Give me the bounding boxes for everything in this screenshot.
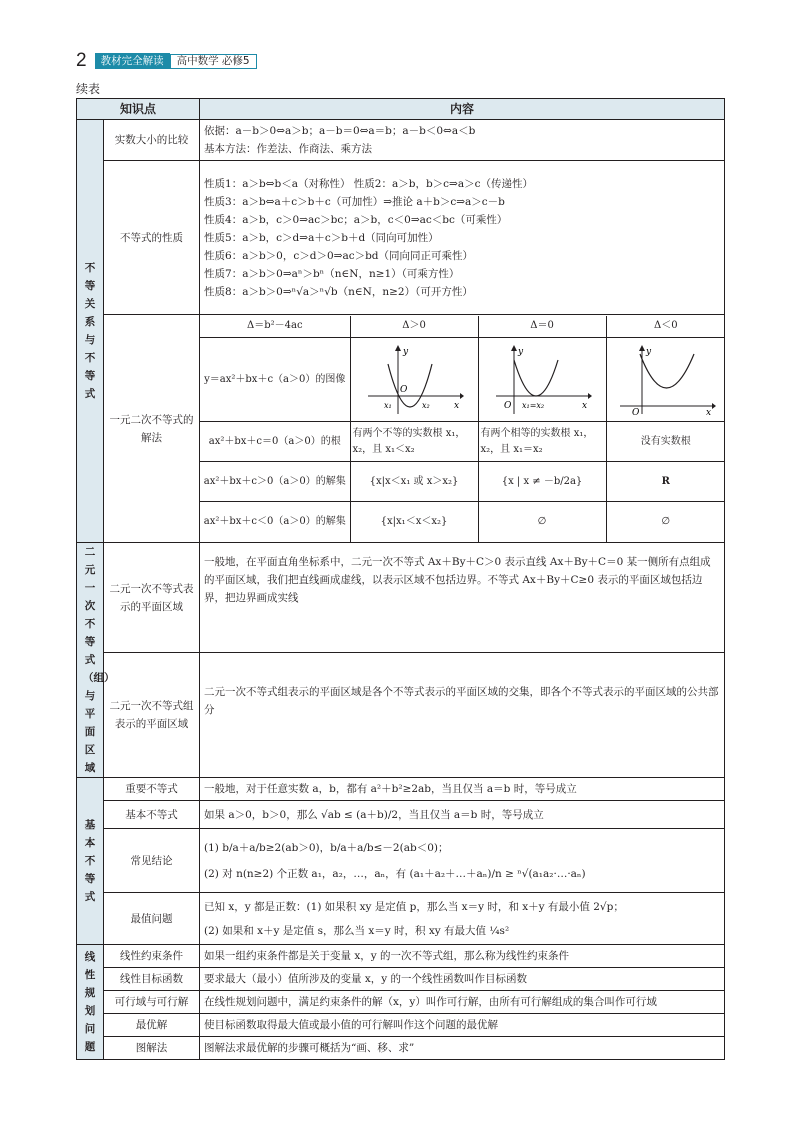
quad-lt-row-label: ax²＋bx＋c＜0（a＞0）的解集 <box>200 502 350 542</box>
gt-set-no-root: R <box>606 462 725 502</box>
origin-label: O <box>400 384 408 395</box>
quad-graph-row-label: y＝ax²＋bx＋c（a＞0）的图像 <box>200 338 350 422</box>
roots-two: 有两个不等的实数根 x₁，x₂，且 x₁＜x₂ <box>350 422 478 462</box>
label-real-compare: 实数大小的比较 <box>104 120 200 161</box>
parabola-curve <box>514 360 558 396</box>
axis-label-x: x <box>454 400 460 411</box>
y-axis-arrow <box>511 345 517 351</box>
x-axis-arrow <box>460 393 464 399</box>
book-tag: 高中数学 必修5 <box>170 54 257 69</box>
content-lp-row: 如果一组约束条件都是关于变量 x，y 的一次不等式组，那么称为线性约束条件 <box>200 945 725 968</box>
property-line: 性质3：a＞b⇔a＋c＞b＋c（可加性）⇒推论 a＋b＞c⇒a＞c－b <box>204 195 505 208</box>
section-title-inequality-relations: 不等关系与不等式 <box>77 120 104 543</box>
compare-line-2: 基本方法：作差法、作商法、乘方法 <box>204 143 373 155</box>
page-number: 2 <box>76 50 87 71</box>
series-tag: 教材完全解读 <box>95 53 170 69</box>
content-extreme-value <box>200 893 725 945</box>
root-label-x12: x₁=x₂ <box>522 400 545 410</box>
quadratic-table <box>200 316 725 542</box>
property-line: 性质6：a＞b＞0，c＞d＞0⇒ac＞bd（同向同正可乘性） <box>204 249 474 262</box>
lt-set-no-root: ∅ <box>606 502 725 542</box>
property-line: 性质1：a＞b⇔b＜a（对称性） 性质2：a＞b，b＞c⇒a＞c（传递性） <box>204 177 533 190</box>
root-label-x1: x₁ <box>384 400 392 410</box>
content-lp-row: 要求最大（最小）值所涉及的变量 x，y 的一个线性函数叫作目标函数 <box>200 968 725 991</box>
page-header <box>76 52 257 70</box>
x-axis-arrow <box>588 393 592 399</box>
summary-table <box>76 98 725 1060</box>
gt-set-double-root: {x | x ≠ －b/2a} <box>478 462 606 502</box>
label-properties: 不等式的性质 <box>104 161 200 315</box>
section-title-basic-inequality: 基本不等式 <box>77 778 104 945</box>
quad-roots-row-label: ax²＋bx＋c＝0（a＞0）的根 <box>200 422 350 462</box>
quad-col-zero: Δ＝0 <box>478 316 606 338</box>
graph-no-root <box>606 338 725 422</box>
graph-double-root <box>478 338 606 422</box>
x-axis-arrow <box>712 403 716 409</box>
root-label-x2: x₂ <box>422 400 430 410</box>
label-important-inequality: 重要不等式 <box>104 778 200 801</box>
axis-label-y: y <box>645 346 651 357</box>
quad-col-delta: Δ＝b²－4ac <box>200 316 350 338</box>
conclusion-line-2: (2) 对 n(n≥2) 个正数 a₁，a₂，…，aₙ，有 (a₁＋a₂＋…＋aₙ)/n ≥ ⁿ√(a₁a₂·…·aₙ) <box>204 867 586 880</box>
quad-col-negative: Δ＜0 <box>606 316 725 338</box>
roots-none: 没有实数根 <box>606 422 725 462</box>
section-title-linear-programming: 线性规划问题 <box>77 945 104 1060</box>
axis-label-y: y <box>518 346 524 357</box>
quad-gt-row-label: ax²＋bx＋c＞0（a＞0）的解集 <box>200 462 350 502</box>
content-single-region: 一般地，在平面直角坐标系中，二元一次不等式 Ax＋By＋C＞0 表示直线 Ax＋By＋C＝0 某一侧所有点组成的平面区域，我们把直线画成虚线，以表示区域不包括边界。不等式 Ax＋By＋C≥0 表示的平面区域包括边界，把边界画成实线 <box>200 543 725 653</box>
compare-line-1: 依据：a－b＞0⇔a＞b；a－b＝0⇔a＝b；a－b＜0⇔a＜b <box>204 125 476 137</box>
gt-set-two-roots: {x|x＜x₁ 或 x＞x₂} <box>350 462 478 502</box>
parabola-no-root-graph <box>616 344 716 416</box>
y-axis-arrow <box>395 345 401 351</box>
quadratic-table-cell <box>200 315 725 543</box>
content-basic-inequality: 如果 a＞0，b＞0，那么 √ab ≤ (a＋b)/2，当且仅当 a＝b 时，等号成立 <box>200 801 725 829</box>
content-system-region: 二元一次不等式组表示的平面区域是各个不等式表示的平面区域的交集，即各个不等式表示的平面区域的公共部分 <box>200 653 725 778</box>
lt-set-double-root: ∅ <box>478 502 606 542</box>
roots-double: 有两个相等的实数根 x₁，x₂，且 x₁＝x₂ <box>478 422 606 462</box>
origin-label: O <box>504 400 512 411</box>
content-lp-row: 在线性规划问题中，满足约束条件的解（x，y）叫作可行解，由所有可行解组成的集合叫作可行域 <box>200 991 725 1014</box>
conclusion-line-1: (1) b/a＋a/b≥2(ab＞0)，b/a＋a/b≤－2(ab＜0)； <box>204 841 449 854</box>
label-lp-row: 线性约束条件 <box>104 945 200 968</box>
parabola-curve <box>640 354 694 388</box>
quad-col-positive: Δ＞0 <box>350 316 478 338</box>
axis-label-x: x <box>705 407 711 416</box>
content-important-inequality: 一般地，对于任意实数 a，b，都有 a²＋b²≥2ab，当且仅当 a＝b 时，等号成立 <box>200 778 725 801</box>
label-system-region: 二元一次不等式组表示的平面区域 <box>104 653 200 778</box>
content-properties <box>200 161 725 315</box>
property-line: 性质8：a＞b＞0⇒ⁿ√a＞ⁿ√b（n∈N，n≥2）（可开方性） <box>204 285 473 298</box>
parabola-two-roots-graph <box>364 344 464 416</box>
axis-label-x: x <box>582 400 588 411</box>
content-lp-row: 图解法求最优解的步骤可概括为“画、移、求” <box>200 1037 725 1060</box>
label-single-region: 二元一次不等式表示的平面区域 <box>104 543 200 653</box>
content-real-compare <box>200 120 725 161</box>
label-extreme-value: 最值问题 <box>104 893 200 945</box>
graph-two-roots <box>350 338 478 422</box>
header-content: 内容 <box>200 99 725 120</box>
label-basic-inequality: 基本不等式 <box>104 801 200 829</box>
label-lp-row: 线性目标函数 <box>104 968 200 991</box>
section-title-planar-region: 二元一次不等式（组）与平面区域 <box>77 543 104 778</box>
y-axis-arrow <box>639 345 645 351</box>
parabola-double-root-graph <box>492 344 592 416</box>
label-lp-row: 图解法 <box>104 1037 200 1060</box>
content-common-conclusions <box>200 829 725 893</box>
label-lp-row: 可行域与可行解 <box>104 991 200 1014</box>
label-quadratic: 一元二次不等式的解法 <box>104 315 200 543</box>
extreme-line-2: (2) 如果和 x＋y 是定值 s，那么当 x＝y 时，积 xy 有最大值 ¼s² <box>204 924 510 937</box>
content-lp-row: 使目标函数取得最大值或最小值的可行解叫作这个问题的最优解 <box>200 1014 725 1037</box>
property-line: 性质5：a＞b，c＞d⇒a＋c＞b＋d（同向可加性） <box>204 231 439 244</box>
axis-label-y: y <box>403 346 409 357</box>
property-line: 性质4：a＞b，c＞0⇒ac＞bc；a＞b，c＜0⇒ac＜bc（可乘性） <box>204 213 508 226</box>
header-knowledge: 知识点 <box>77 99 200 120</box>
label-common-conclusions: 常见结论 <box>104 829 200 893</box>
extreme-line-1: 已知 x，y 都是正数：(1) 如果积 xy 是定值 p，那么当 x＝y 时，和 x＋y 有最小值 2√p； <box>204 900 624 913</box>
origin-label: O <box>631 407 640 416</box>
lt-set-two-roots: {x|x₁＜x＜x₂} <box>350 502 478 542</box>
label-lp-row: 最优解 <box>104 1014 200 1037</box>
property-line: 性质7：a＞b＞0⇒aⁿ＞bⁿ（n∈N，n≥1）（可乘方性） <box>204 267 460 280</box>
continued-label: 续表 <box>76 82 101 96</box>
